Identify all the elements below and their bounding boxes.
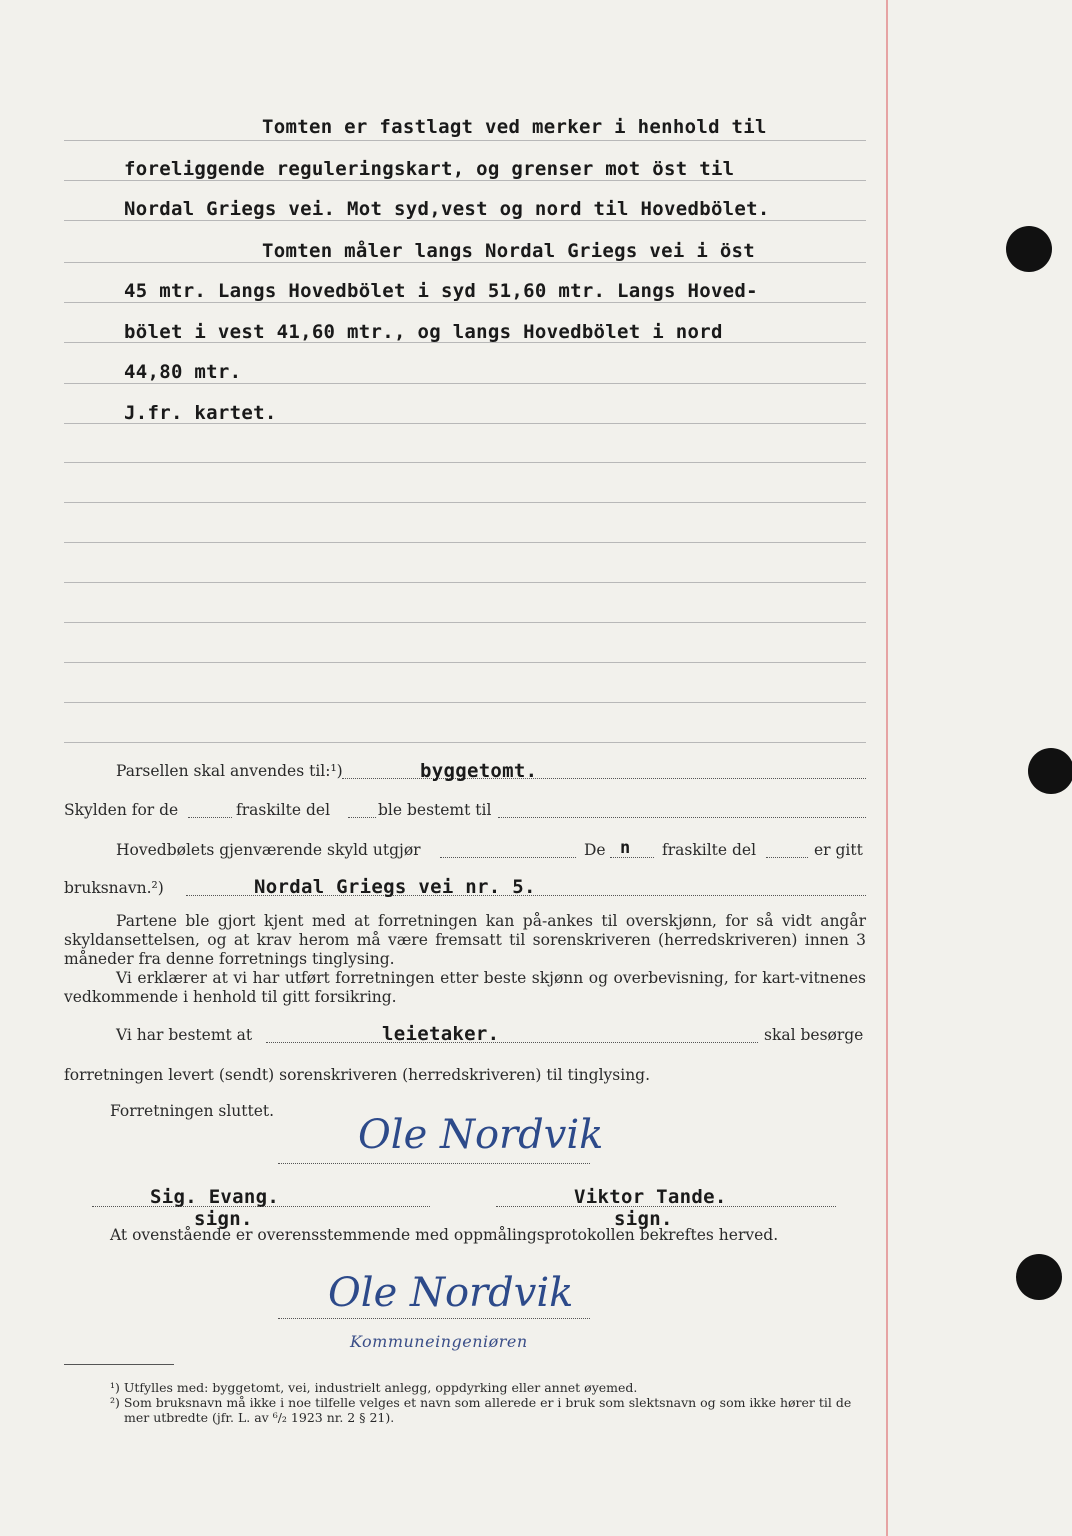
- ruled-line: [64, 742, 866, 743]
- witness-2-name: Viktor Tande.: [574, 1186, 727, 1208]
- paragraph-overskjonn: Partene ble gjort kjent med at forretningen kan på-ankes til overskjønn, for så vidt angår skyldansettelsen, og at krav herom må være fremsatt til sorenskriveren (herredskriveren) innen 3 måneder fra denne forretnings tinglysing.: [64, 912, 866, 968]
- footnotes: [110, 1380, 870, 1425]
- forretningen-sluttet: Forretningen sluttet.: [110, 1102, 275, 1120]
- skylden-fraskilte: fraskilte del: [236, 801, 331, 819]
- hoved-er-gitt: er gitt: [814, 841, 863, 859]
- typed-line-2: foreliggende reguleringskart, og grenser mot öst til: [124, 158, 735, 180]
- bestemt-after: skal besørge: [764, 1026, 864, 1044]
- ruled-line: [64, 622, 866, 623]
- fill-line: [348, 817, 376, 818]
- typed-line-7: 44,80 mtr.: [124, 361, 242, 383]
- typed-line-5: 45 mtr. Langs Hovedbölet i syd 51,60 mtr. Langs Hoved-: [124, 280, 758, 302]
- footnote-1: ¹) Utfylles med: byggetomt, vei, industrielt anlegg, oppdyrking eller annet øyemed.: [110, 1380, 638, 1395]
- footnote-rule: [64, 1364, 174, 1365]
- ruled-line: [64, 140, 866, 141]
- paragraph-erklaering: Vi erklærer at vi har utført forretningen etter beste skjønn og overbevisning, for kart-vitnenes vedkommende i henhold til gitt forsikring.: [64, 969, 866, 1006]
- ruled-line: [64, 582, 866, 583]
- bruksnavn-value: Nordal Griegs vei nr. 5.: [254, 876, 536, 898]
- signature-line: [496, 1206, 836, 1207]
- hoved-fraskilte: fraskilte del: [662, 841, 757, 859]
- typed-line-8: J.fr. kartet.: [124, 402, 277, 424]
- fill-line: [498, 817, 866, 818]
- punch-hole-top: [1006, 226, 1052, 272]
- ruled-line: [64, 462, 866, 463]
- typed-line-4: Tomten måler langs Nordal Griegs vei i öst: [262, 240, 756, 262]
- ruled-line: [64, 662, 866, 663]
- ruled-line: [64, 542, 866, 543]
- typed-line-1: Tomten er fastlagt ved merker i henhold til: [262, 116, 767, 138]
- footnote-2: ²) Som bruksnavn må ikke i noe tilfelle velges et navn som allerede er i bruk som slektsnavn og som ikke hører til de mer utbredte (jfr. L. av ⁶/₂ 1923 nr. 2 § 21).: [110, 1395, 852, 1425]
- signature-line: [278, 1163, 590, 1164]
- hoved-de: De: [584, 841, 606, 859]
- fill-line: [440, 857, 576, 858]
- ruled-line: [64, 702, 866, 703]
- fill-line: [610, 857, 654, 858]
- stamp-kommuneingenioren: Kommuneingeniøren: [350, 1332, 528, 1351]
- fill-line: [766, 857, 808, 858]
- punch-hole-bottom: [1016, 1254, 1062, 1300]
- signature-ole-nordvik-2: Ole Nordvik: [328, 1270, 574, 1316]
- skylden-bestemt: ble bestemt til: [378, 801, 492, 819]
- bestemt-label: Vi har bestemt at: [116, 1026, 253, 1044]
- parsellen-value: byggetomt.: [420, 760, 538, 782]
- signature-line: [278, 1318, 590, 1319]
- ruled-line: [64, 220, 866, 221]
- ruled-line: [64, 180, 866, 181]
- witness-2-sign: sign.: [614, 1208, 673, 1230]
- skylden-label: Skylden for de: [64, 801, 179, 819]
- punch-hole-middle: [1028, 748, 1072, 794]
- typed-line-3: Nordal Griegs vei. Mot syd,vest og nord til Hovedbölet.: [124, 198, 770, 220]
- forretningen-levert: forretningen levert (sendt) sorenskriveren (herredskriveren) til tinglysing.: [64, 1066, 651, 1084]
- attest-text: At ovenstående er overensstemmende med oppmålingsprotokollen bekreftes herved.: [110, 1226, 779, 1244]
- hoved-de-value: n: [620, 838, 631, 858]
- ruled-line: [64, 262, 866, 263]
- signature-line: [92, 1206, 430, 1207]
- ruled-line: [64, 302, 866, 303]
- typed-line-6: bölet i vest 41,60 mtr., og langs Hovedbölet i nord: [124, 321, 723, 343]
- bestemt-value: leietaker.: [382, 1023, 500, 1045]
- fill-line: [266, 1042, 758, 1043]
- hoved-label: Hovedbølets gjenværende skyld utgjør: [116, 841, 421, 859]
- fill-line: [188, 817, 232, 818]
- bruksnavn-label: bruksnavn.²): [64, 879, 164, 897]
- witness-1-name: Sig. Evang.: [150, 1186, 280, 1208]
- witness-1-sign: sign.: [194, 1208, 253, 1230]
- parsellen-label: Parsellen skal anvendes til:¹): [116, 762, 343, 780]
- signature-ole-nordvik-1: Ole Nordvik: [358, 1112, 604, 1158]
- ruled-line: [64, 502, 866, 503]
- red-margin-line: [886, 0, 888, 1536]
- ruled-line: [64, 383, 866, 384]
